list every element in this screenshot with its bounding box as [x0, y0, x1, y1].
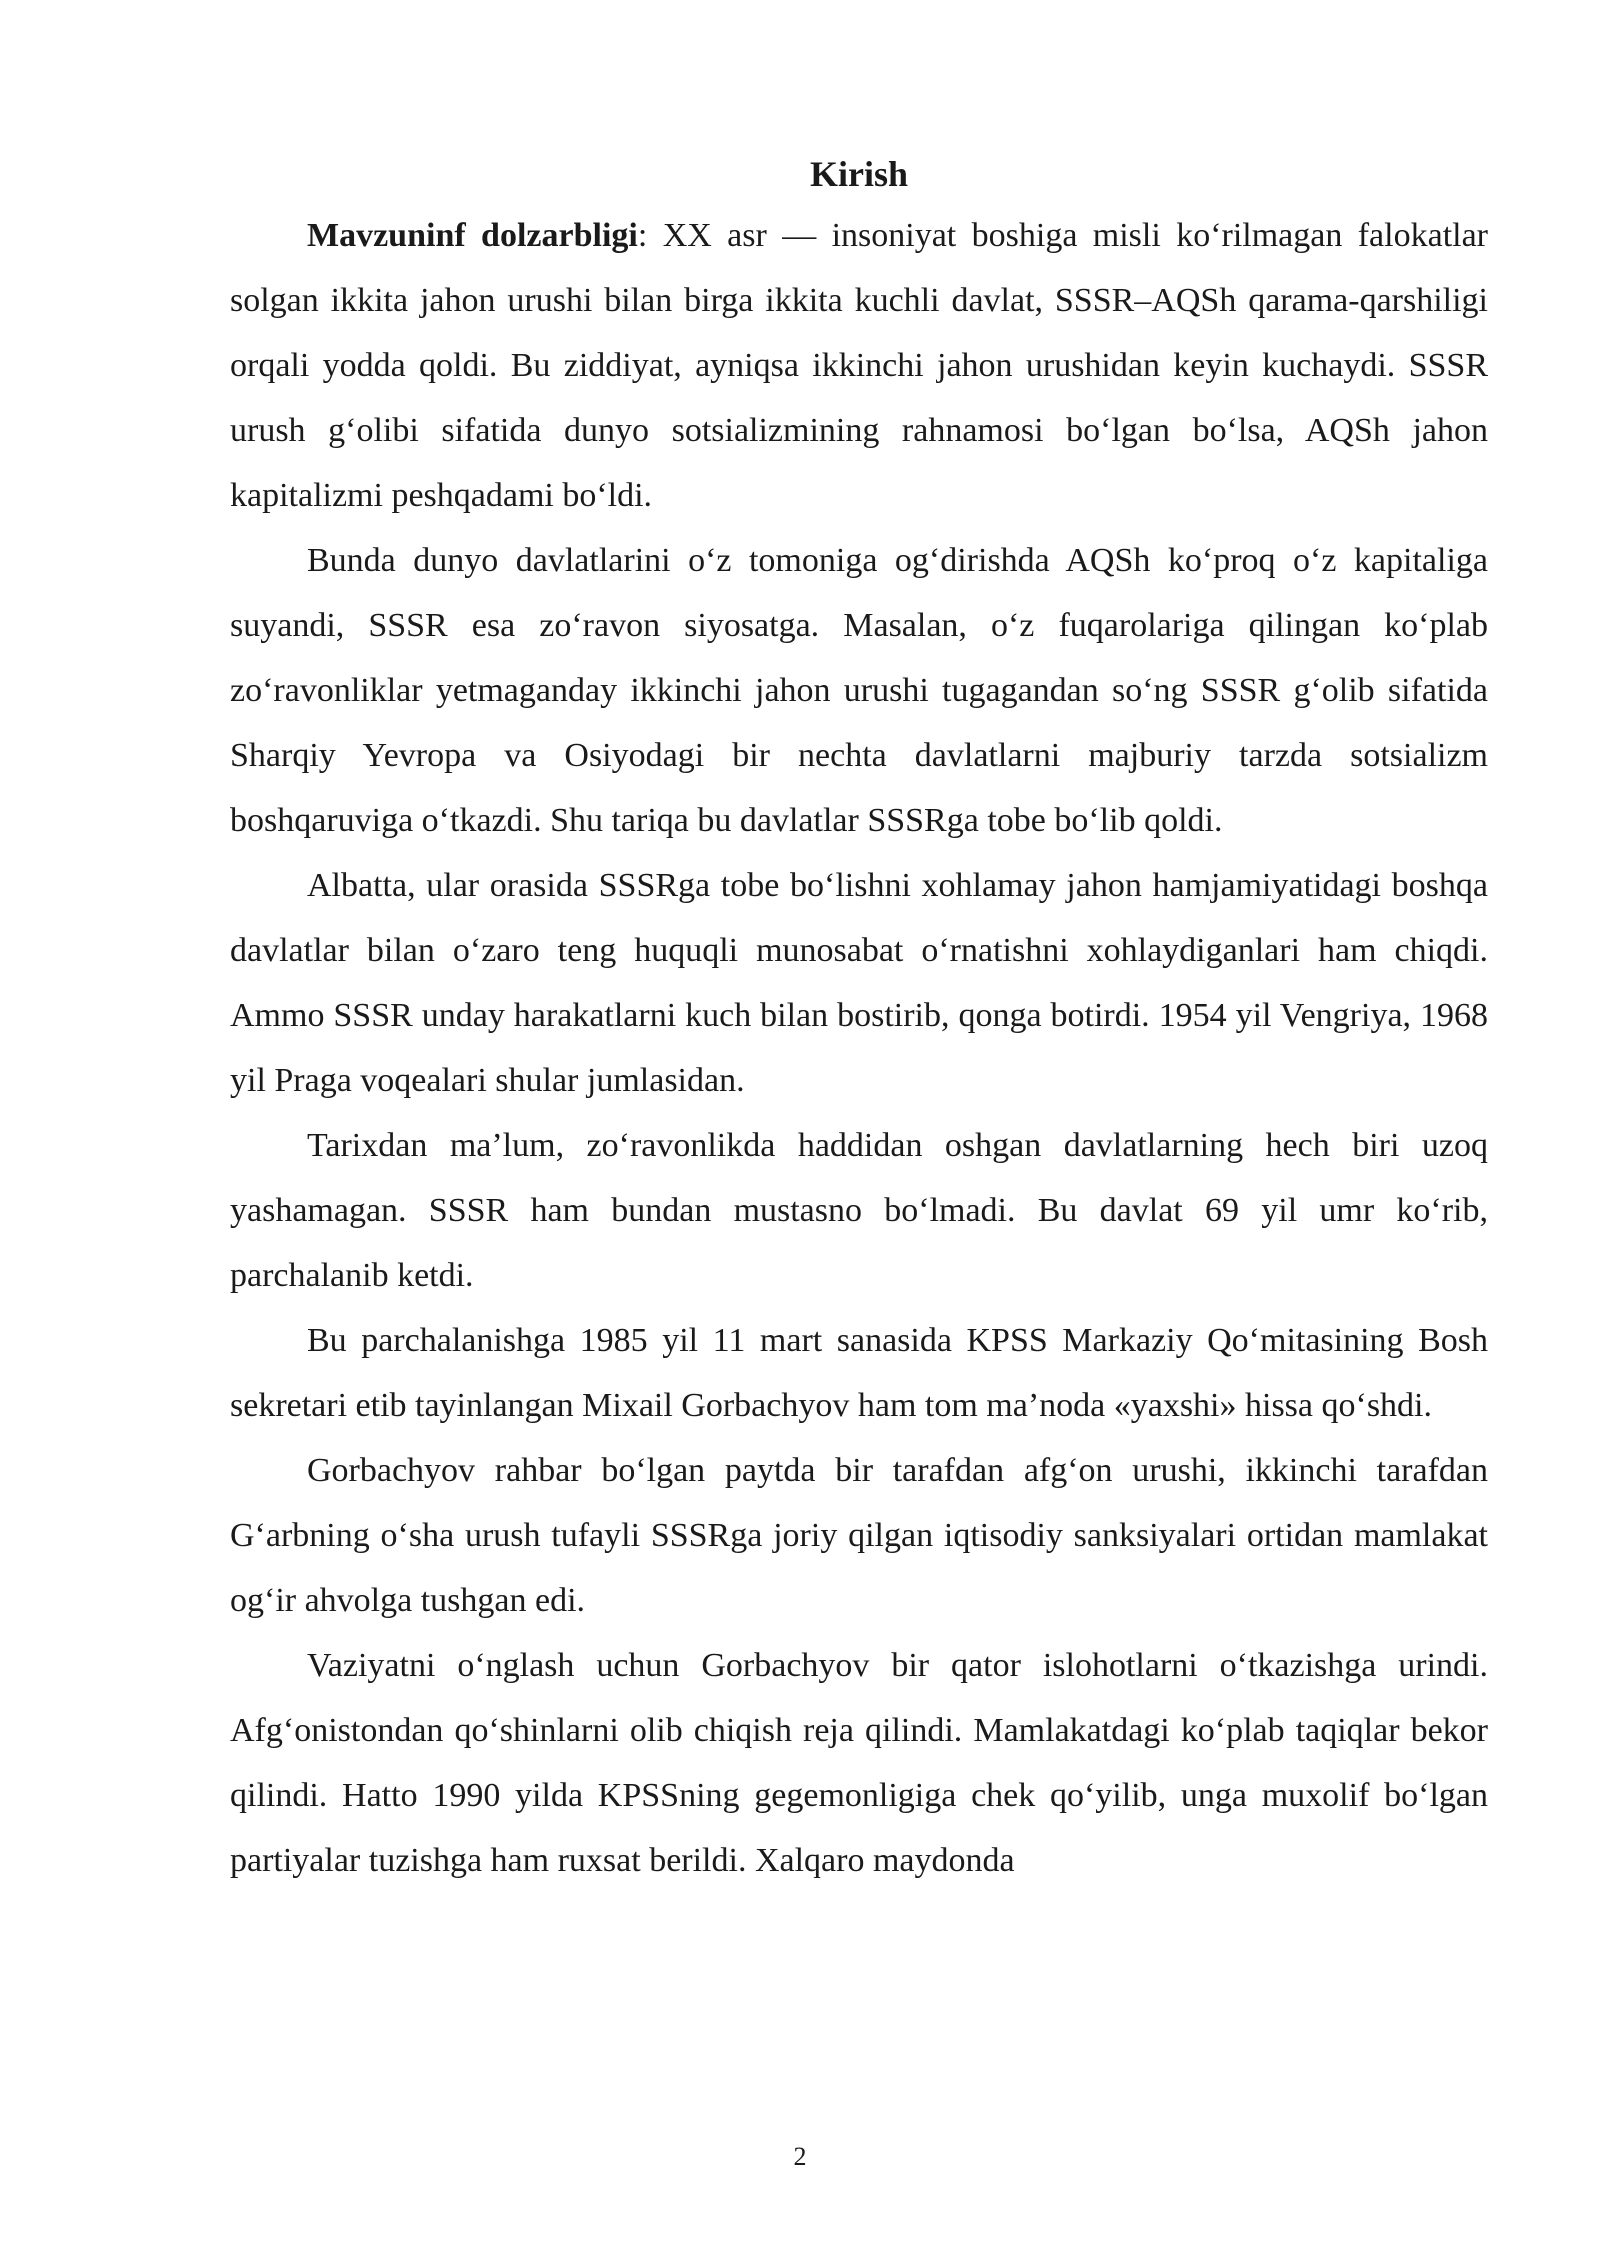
paragraph-text: Bunda dunyo davlatlarini o‘z tomoniga og‘dirishda AQSh ko‘proq o‘z kapitaliga suyandi, SSSR esa zo‘ravon siyosatga. Masalan, o‘z fuqarolariga qilingan ko‘plab zo‘ravonliklar yetmaganday ikkinchi jahon urushi tugagandan so‘ng SSSR g‘olib sifatida Sharqiy Yevropa va Osiyodagi bir nechta davlatlarni majburiy tarzda sotsializm boshqaruviga o‘tkazdi. Shu tariqa bu davlatlar SSSRga tobe bo‘lib qoldi.: [230, 542, 1488, 839]
paragraph-6: [230, 1438, 1488, 1633]
paragraph-7: [230, 1633, 1488, 1893]
page-body: [230, 145, 1488, 1893]
paragraph-5: [230, 1308, 1488, 1438]
paragraph-text: Albatta, ular orasida SSSRga tobe bo‘lishni xohlamay jahon hamjamiyatidagi boshqa davlatlar bilan o‘zaro teng huquqli munosabat o‘rnatishni xohlaydiganlari ham chiqdi. Ammo SSSR unday harakatlarni kuch bilan bostirib, qonga botirdi. 1954 yil Vengriya, 1968 yil Praga voqealari shular jumlasidan.: [230, 867, 1488, 1099]
paragraph-text: Gorbachyov rahbar bo‘lgan paytda bir tarafdan afg‘on urushi, ikkinchi tarafdan G‘arbning o‘sha urush tufayli SSSRga joriy qilgan iqtisodiy sanksiyalari ortidan mamlakat og‘ir ahvolga tushgan edi.: [230, 1452, 1488, 1619]
paragraph-text: Vaziyatni o‘nglash uchun Gorbachyov bir qator islohotlarni o‘tkazishga urindi. Afg‘onistondan qo‘shinlarni olib chiqish reja qilindi. Mamlakatdagi ko‘plab taqiqlar bekor qilindi. Hatto 1990 yilda KPSSning gegemonligiga chek qo‘yilib, unga muxolif bo‘lgan partiyalar tuzishga ham ruxsat berildi. Xalqaro maydonda: [230, 1647, 1488, 1879]
paragraph-4: [230, 1113, 1488, 1308]
paragraph-3: [230, 853, 1488, 1113]
paragraph-text: Tarixdan ma’lum, zo‘ravonlikda haddidan oshgan davlatlarning hech biri uzoq yashamagan. SSSR ham bundan mustasno bo‘lmadi. Bu davlat 69 yil umr ko‘rib, parchalanib ketdi.: [230, 1127, 1488, 1294]
paragraph-text: Bu parchalanishga 1985 yil 11 mart sanasida KPSS Markaziy Qo‘mitasining Bosh sekretari etib tayinlangan Mixail Gorbachyov ham tom ma’noda «yaxshi» hissa qo‘shdi.: [230, 1322, 1488, 1424]
paragraph-text: : XX asr — insoniyat boshiga misli ko‘rilmagan falokatlar solgan ikkita jahon urushi bilan birga ikkita kuchli davlat, SSSR–AQSh qarama-qarshiligi orqali yodda qoldi. Bu ziddiyat, ayniqsa ikkinchi jahon urushidan keyin kuchaydi. SSSR urush g‘olibi sifatida dunyo sotsializmining rahnamosi bo‘lgan bo‘lsa, AQSh jahon kapitalizmi peshqadami bo‘ldi.: [230, 217, 1488, 514]
paragraph-2: [230, 528, 1488, 853]
paragraph-1: [230, 203, 1488, 528]
page-number: 2: [793, 2142, 807, 2171]
page-title: Kirish: [809, 154, 908, 194]
paragraph-lead-term: Mavzuninf dolzarbligi: [307, 217, 638, 254]
